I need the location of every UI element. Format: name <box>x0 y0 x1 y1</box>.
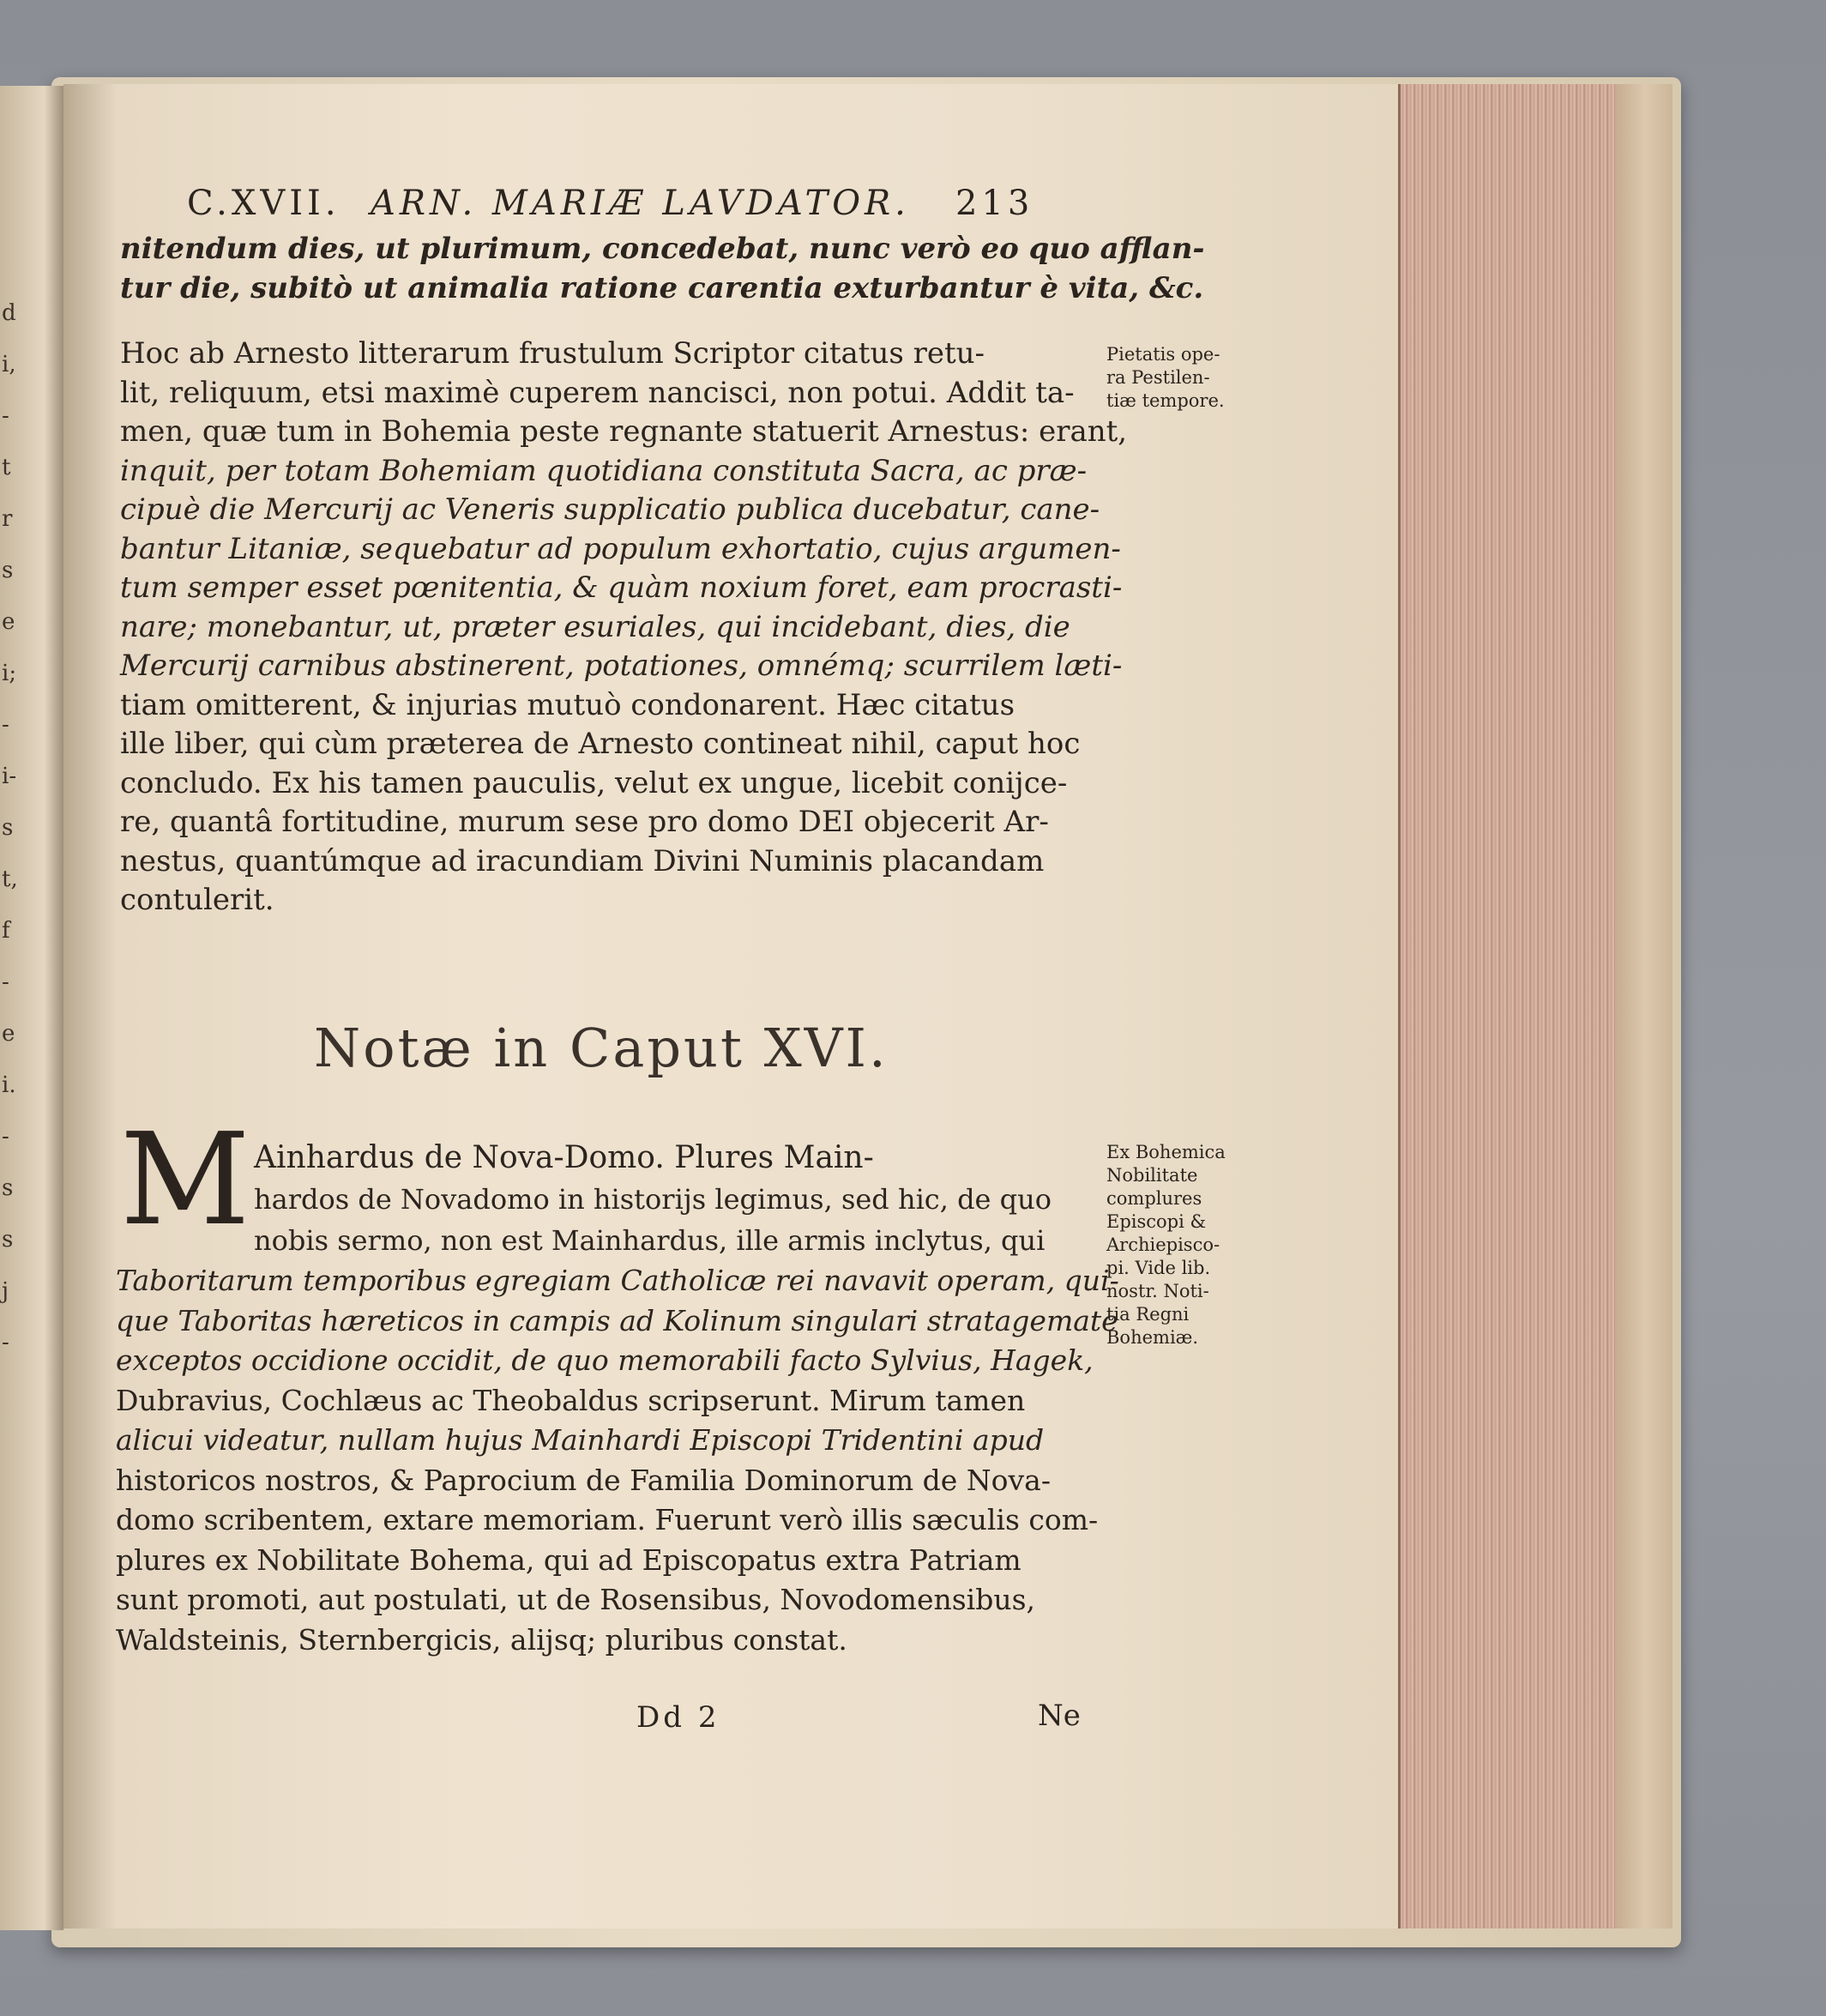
text-line: Hoc ab Arnesto litterarum frustulum Scriptor citatus retu- <box>120 336 985 371</box>
running-head <box>187 184 1034 223</box>
margin-fragment: d <box>2 300 16 326</box>
margin-fragment: i; <box>2 661 17 686</box>
left-page-margin-fragments <box>2 300 24 1381</box>
margin-line: pi. Vide lib. <box>1106 1258 1211 1278</box>
margin-fragment: - <box>2 1124 9 1150</box>
text-line: concludo. Ex his tamen pauculis, velut ex ungue, licebit conijce- <box>120 765 1068 800</box>
margin-line: complures <box>1106 1188 1202 1209</box>
margin-fragment: i. <box>2 1072 16 1098</box>
margin-note-1 <box>1106 343 1269 413</box>
paragraph-1 <box>120 230 1205 308</box>
margin-note-2 <box>1106 1141 1269 1349</box>
text-line: men, quæ tum in Bohemia peste regnante statuerit Arnestus: erant, <box>120 414 1128 449</box>
margin-line: Ex Bohemica <box>1106 1142 1226 1162</box>
text-line: lit, reliquum, etsi maximè cuperem nancisci, non potui. Addit ta- <box>120 375 1075 410</box>
running-title: ARN. MARIÆ LAVDATOR. <box>371 184 910 223</box>
margin-line: tiæ tempore. <box>1106 390 1225 411</box>
text-line: Taboritarum temporibus egregiam Catholicæ rei navavit operam, qui- <box>116 1264 1119 1297</box>
text-line: historicos nostros, & Paprocium de Familia Dominorum de Nova- <box>116 1463 1051 1497</box>
left-page-edge <box>0 86 63 1930</box>
margin-fragment: e <box>2 1021 15 1047</box>
margin-fragment: s <box>2 815 14 841</box>
margin-fragment: s <box>2 1175 14 1201</box>
margin-line: Bohemiæ. <box>1106 1327 1199 1348</box>
text-line: alicui videatur, nullam hujus Mainhardi Episcopi Tridentini apud <box>116 1423 1045 1457</box>
text-line: bantur Litaniæ, sequebatur ad populum exhortatio, cujus argumen- <box>120 531 1121 566</box>
margin-fragment: s <box>2 558 14 583</box>
text-line: tum semper esset pœnitentia, & quàm noxium foret, eam procrasti- <box>120 570 1123 605</box>
paragraph-3 <box>116 1261 1119 1660</box>
paragraph-3-opening <box>254 1138 1052 1261</box>
text-line: Dubravius, Cochlæus ac Theobaldus scripserunt. Mirum tamen <box>116 1383 1026 1417</box>
text-line: nitendum dies, ut plurimum, concedebat, nunc verò eo quo afflan- <box>120 232 1205 266</box>
text-line: nare; monebantur, ut, præter esuriales, qui incidebant, dies, die <box>120 609 1070 644</box>
text-line: Waldsteinis, Sternbergicis, alijsq; pluribus constat. <box>116 1622 847 1657</box>
margin-line: ra Pestilen- <box>1106 367 1210 388</box>
text-line: plures ex Nobilitate Bohema, qui ad Episcopatus extra Patriam <box>116 1542 1021 1577</box>
margin-line: Nobilitate <box>1106 1165 1198 1186</box>
text-line: sunt promoti, aut postulati, ut de Rosensibus, Novodomensibus, <box>116 1583 1036 1616</box>
text-line: ille liber, qui cùm præterea de Arnesto contineat nihil, caput hoc <box>120 727 1081 761</box>
margin-fragment: i- <box>2 764 17 789</box>
margin-fragment: - <box>2 1330 9 1355</box>
text-line: hardos de Novadomo in historijs legimus, sed hic, de quo <box>254 1183 1052 1216</box>
margin-line: nostr. Noti- <box>1106 1281 1209 1301</box>
margin-fragment: e <box>2 609 15 635</box>
margin-fragment: i, <box>2 352 16 377</box>
drop-capital: M <box>120 1106 250 1253</box>
page-number: 213 <box>955 184 1034 223</box>
text-line: inquit, per totam Bohemiam quotidiana constituta Sacra, ac præ- <box>120 453 1088 488</box>
margin-fragment: t, <box>2 866 18 892</box>
margin-line: Archiepisco- <box>1106 1234 1220 1255</box>
margin-fragment: f <box>2 918 10 944</box>
margin-fragment: j <box>2 1278 9 1304</box>
text-line: domo scribentem, extare memoriam. Fuerunt verò illis sæculis com- <box>116 1503 1099 1536</box>
text-line: exceptos occidione occidit, de quo memorabili facto Sylvius, Hagek, <box>116 1343 1094 1377</box>
text-line: Ainhardus de Nova-Domo. Plures Main- <box>254 1140 874 1175</box>
text-line: tur die, subitò ut animalia ratione carentia exturbantur è vita, &c. <box>120 270 1204 305</box>
margin-line: Episcopi & <box>1106 1211 1207 1232</box>
margin-fragment: r <box>2 506 13 532</box>
margin-fragment: - <box>2 403 9 429</box>
section-heading: Notæ in Caput XVI. <box>314 1017 889 1079</box>
text-line: nobis sermo, non est Mainhardus, ille armis inclytus, qui <box>254 1224 1046 1257</box>
page-fore-edge <box>1398 84 1615 1928</box>
margin-fragment: - <box>2 969 9 995</box>
chapter-number: C.XVII. <box>187 184 340 223</box>
text-line: tiam omitterent, & injurias mutuò condonarent. Hæc citatus <box>120 687 1015 722</box>
signature-mark: Dd 2 <box>636 1700 720 1735</box>
text-line: nestus, quantúmque ad iracundiam Divini Numinis placandam <box>120 843 1045 878</box>
margin-line: tia Regni <box>1106 1304 1190 1325</box>
text-line: re, quantâ fortitudine, murum sese pro domo DEI objecerit Ar- <box>120 805 1049 839</box>
paragraph-2 <box>120 335 1128 920</box>
margin-fragment: - <box>2 712 9 738</box>
text-line: contulerit. <box>120 883 274 917</box>
margin-line: Pietatis ope- <box>1106 344 1220 365</box>
text-line: cipuè die Mercurij ac Veneris supplicatio publica ducebatur, cane- <box>120 492 1100 527</box>
text-line: que Taboritas hæreticos in campis ad Kolinum singulari stratagemate <box>116 1303 1118 1337</box>
catchword: Ne <box>1038 1699 1081 1733</box>
margin-fragment: s <box>2 1227 14 1252</box>
margin-fragment: t <box>2 455 11 480</box>
text-line: Mercurij carnibus abstinerent, potationes, omnémq; scurrilem læti- <box>120 649 1123 683</box>
